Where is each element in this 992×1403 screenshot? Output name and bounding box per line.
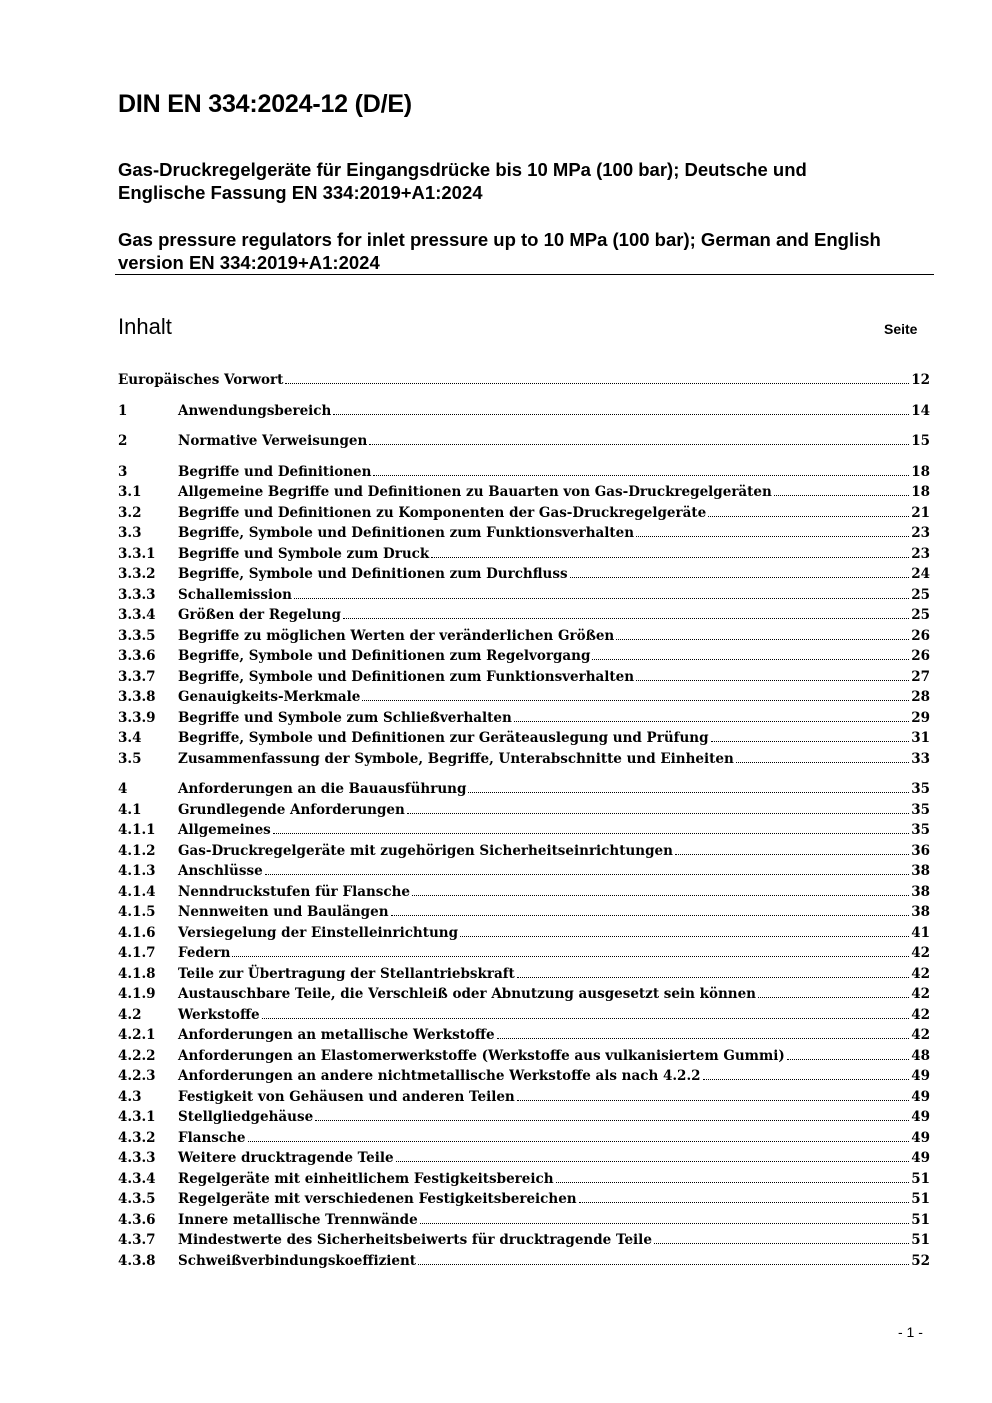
toc-entry-title: Regelgeräte mit verschiedenen Festigkeitsbereichen (178, 1191, 577, 1207)
toc-entry-number: 4.1.2 (118, 842, 156, 859)
toc-entry-page: 28 (911, 689, 930, 705)
toc-entry[interactable] (118, 728, 930, 749)
toc-entry[interactable] (118, 1066, 930, 1087)
toc-dot-leader (362, 700, 909, 701)
toc-dot-leader (758, 997, 909, 998)
toc-entry-title: Stellgliedgehäuse (178, 1109, 314, 1125)
toc-dot-leader (431, 557, 909, 558)
toc-entry[interactable] (118, 564, 930, 585)
toc-entry[interactable] (118, 1189, 930, 1210)
toc-entry-number: 4.3.7 (118, 1232, 156, 1248)
toc-dot-leader (412, 895, 909, 896)
toc-entry-number: 4.3.4 (118, 1170, 156, 1187)
toc-entry[interactable] (118, 984, 930, 1005)
toc-entry-number: 3.3.4 (118, 607, 156, 623)
toc-dot-leader (420, 1223, 909, 1224)
toc-dot-leader (675, 854, 909, 855)
toc-entry-title: Begriffe, Symbole und Definitionen zum Regelvorgang (178, 648, 591, 664)
toc-entry-page: 24 (911, 566, 930, 582)
toc-entry-page: 51 (911, 1232, 930, 1248)
toc-entry[interactable] (118, 1025, 930, 1046)
toc-entry[interactable] (118, 1169, 930, 1190)
toc-entry-number: 4.3.2 (118, 1129, 156, 1146)
toc-entry-number: 3.3 (118, 525, 142, 541)
header-rule (115, 274, 934, 275)
toc-entry-title: Grundlegende Anforderungen (178, 801, 405, 818)
toc-entry-number: 4.2 (118, 1006, 142, 1023)
toc-dot-leader (636, 536, 909, 537)
toc-entry[interactable] (118, 943, 930, 964)
toc-entry-number: 4.1.4 (118, 883, 156, 900)
toc-entry-number: 4.1.6 (118, 924, 156, 941)
toc-entry-title: Werkstoffe (178, 1006, 260, 1023)
toc-entry-number: 4.1.8 (118, 965, 156, 982)
toc-entry-number: 4.1.5 (118, 904, 156, 920)
toc-entry-number: 3.3.6 (118, 648, 156, 664)
toc-entry-page: 36 (911, 842, 930, 859)
toc-entry-page: 15 (911, 433, 930, 449)
toc-entry-page: 18 (911, 484, 930, 500)
toc-entry[interactable] (118, 1148, 930, 1169)
toc-entry-title: Begriffe, Symbole und Definitionen zum Durchfluss (178, 566, 568, 582)
toc-entry-title: Europäisches Vorwort (118, 372, 284, 388)
page-number: - 1 - (898, 1324, 923, 1340)
toc-entry-page: 51 (911, 1211, 930, 1228)
toc-entry-page: 42 (911, 945, 930, 961)
toc-entry[interactable] (118, 687, 930, 708)
toc-entry[interactable] (118, 544, 930, 565)
toc-dot-leader (373, 475, 909, 476)
toc-entry-page: 38 (911, 883, 930, 900)
toc-entry[interactable] (118, 964, 930, 985)
toc-dot-leader (407, 813, 909, 814)
toc-entry-page: 23 (911, 545, 930, 562)
toc-entry[interactable] (118, 503, 930, 524)
toc-entry[interactable] (118, 800, 930, 821)
toc-entry-page: 29 (911, 709, 930, 726)
toc-entry[interactable] (118, 708, 930, 729)
toc-dot-leader (736, 762, 909, 763)
toc-entry-page: 41 (911, 924, 930, 941)
toc-dot-leader (711, 741, 910, 742)
toc-entry-number: 4.1 (118, 801, 142, 818)
toc-entry[interactable] (118, 370, 930, 391)
toc-entry-number: 3.3.9 (118, 709, 156, 726)
toc-entry[interactable] (118, 1107, 930, 1128)
toc-entry[interactable] (118, 749, 930, 770)
toc-page-label: Seite (884, 321, 918, 337)
toc-entry-page: 26 (911, 648, 930, 664)
toc-entry[interactable] (118, 523, 930, 544)
toc-entry-page: 49 (911, 1150, 930, 1166)
toc-dot-leader (343, 618, 909, 619)
toc-entry-page: 52 (911, 1252, 930, 1269)
toc-dot-leader (262, 1018, 910, 1019)
toc-entry-title: Anschlüsse (178, 863, 263, 879)
toc-entry-number: 3.3.1 (118, 545, 156, 562)
toc-entry-title: Begriffe und Definitionen zu Komponenten der Gas-Druckregelgeräte (178, 504, 707, 521)
toc-entry[interactable] (118, 401, 930, 422)
toc-entry-number: 4.3.6 (118, 1211, 156, 1228)
toc-entry[interactable] (118, 1230, 930, 1251)
toc-entry-number: 3.3.2 (118, 566, 156, 582)
toc-entry-title: Austauschbare Teile, die Verschleiß oder Abnutzung ausgesetzt sein können (178, 986, 756, 1002)
toc-entry-title: Nenndruckstufen für Flansche (178, 883, 410, 900)
toc-entry-title: Begriffe, Symbole und Definitionen zur Geräteauslegung und Prüfung (178, 730, 709, 746)
toc-entry-page: 42 (911, 1027, 930, 1043)
toc-entry-title: Anforderungen an andere nichtmetallische Werkstoffe als nach 4.2.2 (178, 1068, 701, 1084)
toc-entry-page: 35 (911, 781, 930, 797)
toc-entry[interactable] (118, 902, 930, 923)
toc-dot-leader (294, 598, 909, 599)
toc-entry-title: Weitere drucktragende Teile (178, 1150, 394, 1166)
toc-entry[interactable] (118, 667, 930, 688)
toc-entry-number: 3.3.7 (118, 668, 156, 685)
toc-dot-leader (468, 792, 909, 793)
toc-dot-leader (787, 1059, 909, 1060)
toc-entry[interactable] (118, 882, 930, 903)
toc-entry[interactable] (118, 841, 930, 862)
toc-entry-page: 49 (911, 1088, 930, 1105)
toc-dot-leader (517, 977, 909, 978)
toc-entry-number: 3.3.8 (118, 689, 156, 705)
toc-entry-number: 3.5 (118, 750, 142, 767)
toc-entry-number: 1 (118, 402, 128, 419)
toc-entry-page: 27 (911, 668, 930, 685)
toc-entry-page: 49 (911, 1068, 930, 1084)
toc-entry-title: Innere metallische Trennwände (178, 1211, 418, 1228)
toc-entry-number: 4.3.8 (118, 1252, 156, 1269)
toc-dot-leader (636, 680, 909, 681)
toc-entry-number: 4.3.3 (118, 1150, 156, 1166)
toc-dot-leader (285, 383, 909, 384)
toc-entry-page: 42 (911, 965, 930, 982)
toc-entry-title: Anforderungen an die Bauausführung (178, 781, 467, 797)
toc-entry-page: 14 (911, 402, 930, 419)
toc-entry-title: Federn (178, 945, 231, 961)
toc-dot-leader (517, 1100, 909, 1101)
toc-entry[interactable] (118, 1210, 930, 1231)
toc-entry-number: 2 (118, 433, 128, 449)
toc-entry-title: Genauigkeits-Merkmale (178, 689, 361, 705)
toc-entry-title: Begriffe und Definitionen (178, 463, 372, 480)
toc-entry-number: 4.1.7 (118, 945, 156, 961)
toc-dot-leader (654, 1243, 909, 1244)
toc-entry-number: 4.3.1 (118, 1109, 156, 1125)
toc-entry-number: 4 (118, 781, 128, 797)
toc-entry-page: 42 (911, 986, 930, 1002)
toc-dot-leader (592, 659, 909, 660)
toc-entry[interactable] (118, 923, 930, 944)
toc-entry-title: Festigkeit von Gehäusen und anderen Teilen (178, 1088, 515, 1105)
toc-entry[interactable] (118, 585, 930, 606)
document-id: DIN EN 334:2024-12 (D/E) (118, 90, 412, 118)
toc-entry[interactable] (118, 605, 930, 626)
toc-entry-title: Allgemeines (178, 822, 271, 838)
toc-entry-page: 21 (911, 504, 930, 521)
toc-entry-title: Mindestwerte des Sicherheitsbeiwerts für drucktragende Teile (178, 1232, 652, 1248)
toc-dot-leader (703, 1079, 910, 1080)
toc-entry[interactable] (118, 462, 930, 483)
toc-entry-title: Schallemission (178, 586, 292, 603)
toc-entry[interactable] (118, 861, 930, 882)
toc-dot-leader (708, 516, 909, 517)
toc-entry-title: Begriffe, Symbole und Definitionen zum Funktionsverhalten (178, 525, 635, 541)
toc-entry-page: 31 (911, 730, 930, 746)
toc-dot-leader (273, 833, 909, 834)
toc-dot-leader (391, 915, 910, 916)
toc-entry-number: 4.1.1 (118, 822, 156, 838)
toc-entry-title: Teile zur Übertragung der Stellantriebskraft (178, 965, 515, 982)
toc-dot-leader (774, 495, 909, 496)
toc-entry-number: 3 (118, 463, 128, 480)
toc-dot-leader (232, 956, 909, 957)
toc-entry-page: 49 (911, 1109, 930, 1125)
toc-dot-leader (616, 639, 909, 640)
toc-entry-title: Versiegelung der Einstelleinrichtung (178, 924, 459, 941)
toc-dot-leader (369, 444, 909, 445)
toc-entry-number: 3.3.5 (118, 627, 156, 644)
toc-entry[interactable] (118, 1087, 930, 1108)
toc-entry-number: 4.3 (118, 1088, 142, 1105)
title-english: Gas pressure regulators for inlet pressure up to 10 MPa (100 bar); German and English version EN 334:2019+A1:2024 (118, 229, 881, 273)
toc-entry-title: Regelgeräte mit einheitlichem Festigkeitsbereich (178, 1170, 554, 1187)
toc-entry[interactable] (118, 431, 930, 452)
toc-entry[interactable] (118, 646, 930, 667)
toc-entry[interactable] (118, 482, 930, 503)
toc-dot-leader (418, 1264, 909, 1265)
toc-entry-page: 33 (911, 750, 930, 767)
toc-entry-title: Anwendungsbereich (178, 402, 332, 419)
toc-entry-title: Größen der Regelung (178, 607, 341, 623)
toc-dot-leader (497, 1038, 910, 1039)
toc-entry-title: Begriffe und Symbole zum Schließverhalten (178, 709, 512, 726)
toc-entry-page: 49 (911, 1129, 930, 1146)
toc-entry-number: 4.1.9 (118, 986, 156, 1002)
toc-heading: Inhalt (118, 314, 172, 339)
toc-entry[interactable] (118, 626, 930, 647)
toc-dot-leader (514, 721, 909, 722)
toc-entry[interactable] (118, 1251, 930, 1272)
toc-entry-number: 4.3.5 (118, 1191, 156, 1207)
toc-entry-page: 42 (911, 1006, 930, 1023)
toc-entry-number: 4.2.1 (118, 1027, 156, 1043)
toc-dot-leader (396, 1161, 910, 1162)
toc-entry-page: 23 (911, 525, 930, 541)
toc-entry[interactable] (118, 1005, 930, 1026)
toc-entry-page: 51 (911, 1170, 930, 1187)
toc-entry[interactable] (118, 1046, 930, 1067)
toc-entry-page: 25 (911, 586, 930, 603)
toc-entry-page: 35 (911, 801, 930, 818)
toc-entry-title: Normative Verweisungen (178, 433, 368, 449)
toc-entry-page: 38 (911, 863, 930, 879)
table-of-contents (118, 370, 930, 1271)
toc-entry[interactable] (118, 1128, 930, 1149)
title-german: Gas-Druckregelgeräte für Eingangsdrücke bis 10 MPa (100 bar); Deutsche und Englische Fassung EN 334:2019+A1:2024 (118, 159, 807, 203)
toc-entry-number: 4.2.2 (118, 1047, 156, 1064)
toc-entry-page: 51 (911, 1191, 930, 1207)
toc-dot-leader (333, 414, 909, 415)
toc-entry-page: 12 (911, 372, 930, 388)
toc-entry-number: 3.2 (118, 504, 142, 521)
toc-entry-title: Begriffe zu möglichen Werten der veränderlichen Größen (178, 627, 615, 644)
toc-entry-page: 18 (911, 463, 930, 480)
toc-entry-number: 4.1.3 (118, 863, 156, 879)
toc-entry-title: Nennweiten und Baulängen (178, 904, 389, 920)
toc-entry-number: 3.4 (118, 730, 142, 746)
toc-entry-title: Schweißverbindungskoeffizient (178, 1252, 417, 1269)
toc-entry-title: Begriffe und Symbole zum Druck (178, 545, 430, 562)
toc-entry-title: Gas-Druckregelgeräte mit zugehörigen Sicherheitseinrichtungen (178, 842, 673, 859)
toc-dot-leader (265, 874, 910, 875)
toc-dot-leader (460, 936, 909, 937)
toc-entry-page: 38 (911, 904, 930, 920)
toc-entry[interactable] (118, 779, 930, 800)
toc-dot-leader (248, 1141, 910, 1142)
toc-entry-number: 3.1 (118, 484, 142, 500)
toc-entry-number: 4.2.3 (118, 1068, 156, 1084)
toc-dot-leader (570, 577, 910, 578)
toc-entry[interactable] (118, 820, 930, 841)
toc-entry-title: Allgemeine Begriffe und Definitionen zu Bauarten von Gas-Druckregelgeräten (178, 484, 772, 500)
toc-entry-number: 3.3.3 (118, 586, 156, 603)
toc-entry-title: Flansche (178, 1129, 246, 1146)
toc-entry-page: 26 (911, 627, 930, 644)
toc-dot-leader (579, 1202, 910, 1203)
toc-entry-page: 35 (911, 822, 930, 838)
toc-entry-title: Anforderungen an Elastomerwerkstoffe (Werkstoffe aus vulkanisiertem Gummi) (178, 1047, 785, 1064)
toc-entry-title: Anforderungen an metallische Werkstoffe (178, 1027, 495, 1043)
toc-entry-page: 25 (911, 607, 930, 623)
toc-entry-title: Begriffe, Symbole und Definitionen zum Funktionsverhalten (178, 668, 635, 685)
toc-dot-leader (556, 1182, 910, 1183)
toc-dot-leader (315, 1120, 909, 1121)
toc-entry-page: 48 (911, 1047, 930, 1064)
toc-entry-title: Zusammenfassung der Symbole, Begriffe, Unterabschnitte und Einheiten (178, 750, 734, 767)
